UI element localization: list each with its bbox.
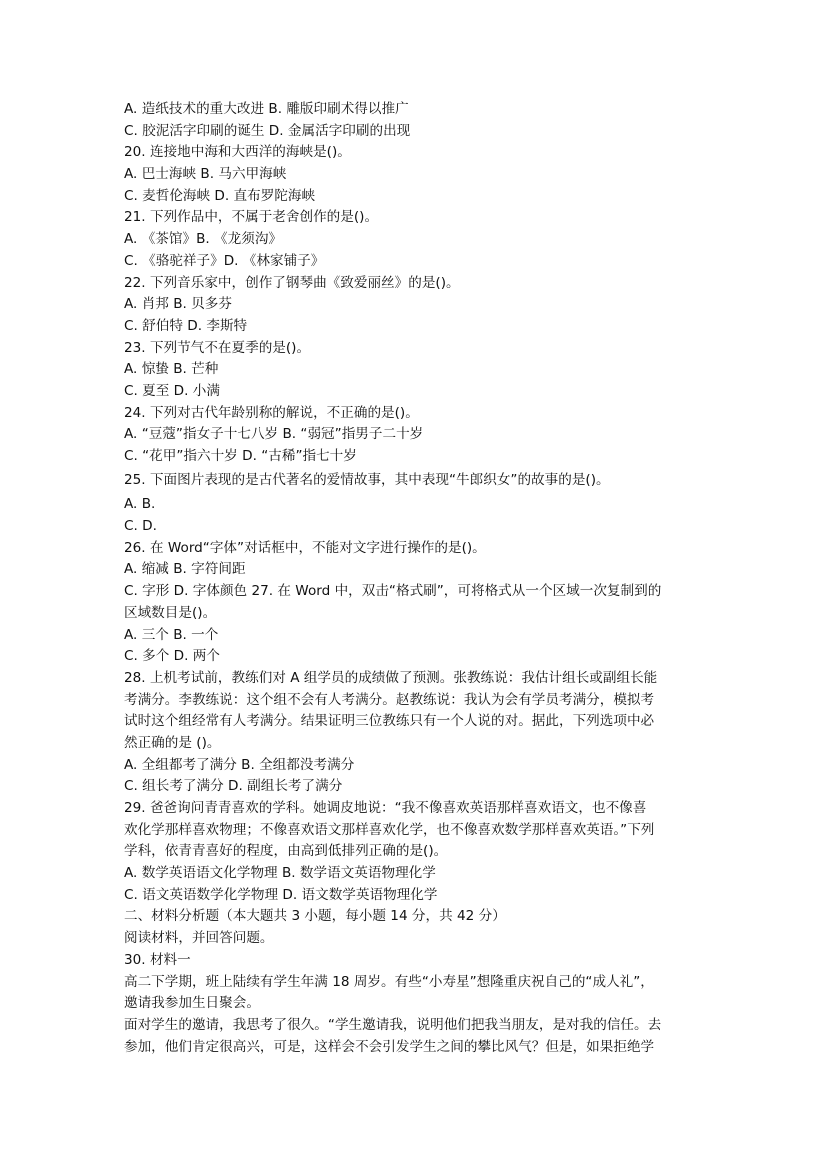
text-line: 24. 下列对古代年龄别称的解说，不正确的是()。 bbox=[124, 404, 419, 421]
text-line: A. 惊蛰 B. 芒种 bbox=[124, 361, 219, 378]
text-line: 25. 下面图片表现的是古代著名的爱情故事，其中表现“牛郎织女”的故事的是()。 bbox=[124, 472, 610, 489]
text-line: A. 缩减 B. 字符间距 bbox=[124, 561, 246, 578]
text-line: A. B. bbox=[124, 496, 156, 513]
text-line: 21. 下列作品中，不属于老舍创作的是()。 bbox=[124, 209, 379, 226]
text-line: 面对学生的邀请，我思考了很久。“学生邀请我，说明他们把我当朋友，是对我的信任。去 bbox=[124, 1016, 662, 1033]
text-line: 28. 上机考试前，教练们对 A 组学员的成绩做了预测。张教练说：我估计组长或副组长能 bbox=[124, 669, 658, 686]
text-line: 30. 材料一 bbox=[124, 951, 191, 968]
text-line: A. 三个 B. 一个 bbox=[124, 626, 219, 643]
text-line: 26. 在 Word“字体”对话框中，不能对文字进行操作的是()。 bbox=[124, 539, 486, 556]
text-line: 参加，他们肯定很高兴，可是，这样会不会引发学生之间的攀比风气？但是，如果拒绝学 bbox=[124, 1038, 655, 1055]
text-line: A. “豆蔻”指女子十七八岁 B. “弱冠”指男子二十岁 bbox=[124, 426, 424, 443]
text-line: A. 《茶馆》B. 《龙须沟》 bbox=[124, 231, 283, 248]
text-line: A. 数学英语语文化学物理 B. 数学语文英语物理化学 bbox=[124, 865, 436, 882]
text-line: 区域数目是()。 bbox=[124, 604, 217, 621]
text-line: C. 《骆驼祥子》D. 《林家铺子》 bbox=[124, 252, 325, 269]
text-line: A. 巴士海峡 B. 马六甲海峡 bbox=[124, 166, 287, 183]
text-line: 邀请我参加生日聚会。 bbox=[124, 995, 260, 1012]
text-line: 然正确的是 ()。 bbox=[124, 734, 221, 751]
text-line: 高二下学期，班上陆续有学生年满 18 周岁。有些“小寿星”想隆重庆祝自己的“成人礼”， bbox=[124, 973, 654, 990]
text-line: C. 夏至 D. 小满 bbox=[124, 382, 220, 399]
text-line: A. 肖邦 B. 贝多芬 bbox=[124, 296, 232, 313]
text-line: C. D. bbox=[124, 518, 157, 535]
text-line: C. 组长考了满分 D. 副组长考了满分 bbox=[124, 778, 343, 795]
text-line: C. 麦哲伦海峡 D. 直布罗陀海峡 bbox=[124, 187, 316, 204]
text-line: 23. 下列节气不在夏季的是()。 bbox=[124, 339, 311, 356]
text-line: C. “花甲”指六十岁 D. “古稀”指七十岁 bbox=[124, 448, 357, 464]
text-line: A. 全组都考了满分 B. 全组都没考满分 bbox=[124, 756, 355, 773]
document-page bbox=[124, 99, 724, 1058]
text-line: 29. 爸爸询问青青喜欢的学科。她调皮地说：“我不像喜欢英语那样喜欢语文，也不像喜 bbox=[124, 800, 647, 816]
text-line: 二、材料分析题（本大题共 3 小题，每小题 14 分，共 42 分） bbox=[124, 908, 506, 925]
text-line: 学科，依青青喜好的程度，由高到低排列正确的是()。 bbox=[124, 843, 448, 860]
text-line: 阅读材料，并回答问题。 bbox=[124, 930, 274, 947]
text-line: C. 字形 D. 字体颜色 27. 在 Word 中，双击“格式刷”，可将格式从一个区域一次复制到的 bbox=[124, 583, 662, 600]
text-line: C. 舒伯特 D. 李斯特 bbox=[124, 317, 248, 334]
text-line: 22. 下列音乐家中，创作了钢琴曲《致爱丽丝》的是()。 bbox=[124, 274, 460, 291]
text-line: C. 语文英语数学化学物理 D. 语文数学英语物理化学 bbox=[124, 886, 438, 903]
text-line: 20. 连接地中海和大西洋的海峡是()。 bbox=[124, 144, 351, 161]
text-line: 欢化学那样喜欢物理；不像喜欢语文那样喜欢化学，也不像喜欢数学那样喜欢英语。”下列 bbox=[124, 821, 655, 838]
text-line: 试时这个组经常有人考满分。结果证明三位教练只有一个人说的对。据此，下列选项中必 bbox=[124, 713, 655, 730]
text-line: 考满分。李教练说：这个组不会有人考满分。赵教练说：我认为会有学员考满分，模拟考 bbox=[124, 691, 655, 708]
text-line: C. 多个 D. 两个 bbox=[124, 648, 220, 665]
text-line: A. 造纸技术的重大改进 B. 雕版印刷术得以推广 bbox=[124, 101, 409, 117]
text-line: C. 胶泥活字印刷的诞生 D. 金属活字印刷的出现 bbox=[124, 122, 411, 139]
